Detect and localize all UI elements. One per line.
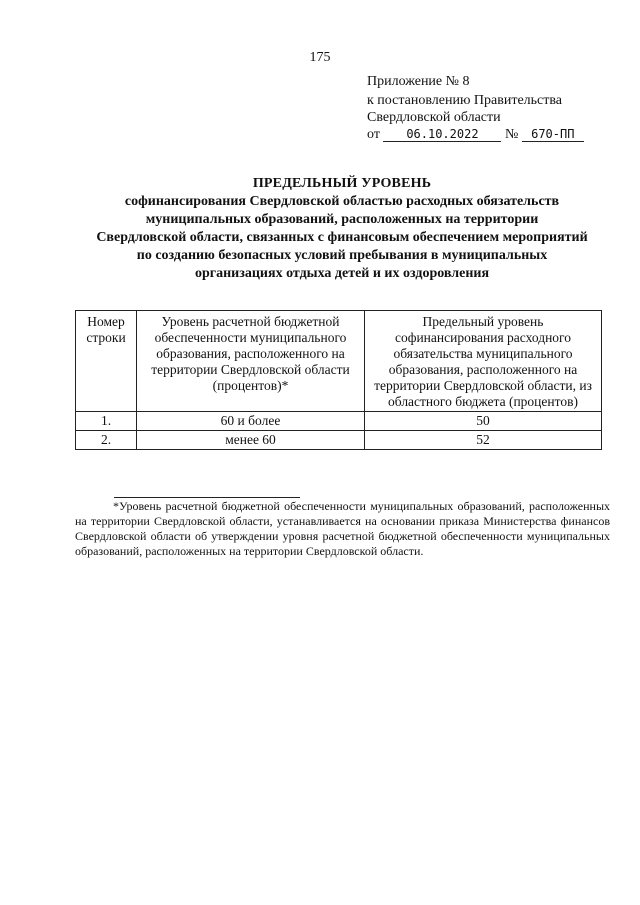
- document-title: ПРЕДЕЛЬНЫЙ УРОВЕНЬ: [252, 176, 432, 191]
- subtitle-line: организациях отдыха детей и их оздоровления: [194, 266, 490, 281]
- table-row: [76, 431, 602, 450]
- appendix-resolution: к постановлению Правительства: [367, 93, 563, 108]
- number-prefix: №: [504, 127, 519, 142]
- header-budget-level: Уровень расчетной бюджетной обеспеченности муниципального образования, расположенного на территории Свердловской области (процентов)*: [137, 311, 365, 412]
- cofinancing-limit: 52: [365, 431, 602, 450]
- cofinancing-limit: 50: [365, 412, 602, 431]
- appendix-date-line: [367, 126, 584, 143]
- page-number: 175: [309, 50, 331, 65]
- resolution-number: 670-ПП: [522, 127, 584, 142]
- resolution-date: 06.10.2022: [383, 127, 501, 142]
- footnote: *Уровень расчетной бюджетной обеспеченности муниципальных образований, расположенных на территории Свердловской области, устанавливается на основании приказа Министерства финансов Свердловской области об утверждении уровня расчетной бюджетной обеспеченности муниципальных образований, расположенных на территории Свердловской области.: [75, 499, 610, 558]
- document-subtitle: [60, 193, 624, 283]
- table-row: [76, 412, 602, 431]
- subtitle-line: Свердловской области, связанных с финансовым обеспечением мероприятий: [96, 230, 588, 245]
- header-cofinancing-limit: Предельный уровень софинансирования расходного обязательства муниципального образования, расположенного на территории Свердловской области, из областного бюджета (процентов): [365, 311, 602, 412]
- footnote-divider: [114, 497, 300, 498]
- subtitle-line: по созданию безопасных условий пребывания в муниципальных: [136, 248, 548, 263]
- date-prefix: от: [367, 127, 380, 142]
- appendix-region: Свердловской области: [367, 110, 501, 125]
- cofinancing-table: [75, 310, 602, 450]
- budget-level: менее 60: [137, 431, 365, 450]
- subtitle-line: муниципальных образований, расположенных на территории: [145, 212, 539, 227]
- appendix-title: Приложение № 8: [367, 74, 470, 89]
- row-number: 2.: [76, 431, 137, 450]
- budget-level: 60 и более: [137, 412, 365, 431]
- header-row-number: Номер строки: [76, 311, 137, 412]
- subtitle-line: софинансирования Свердловской областью расходных обязательств: [124, 194, 560, 209]
- table-header-row: [76, 311, 602, 412]
- row-number: 1.: [76, 412, 137, 431]
